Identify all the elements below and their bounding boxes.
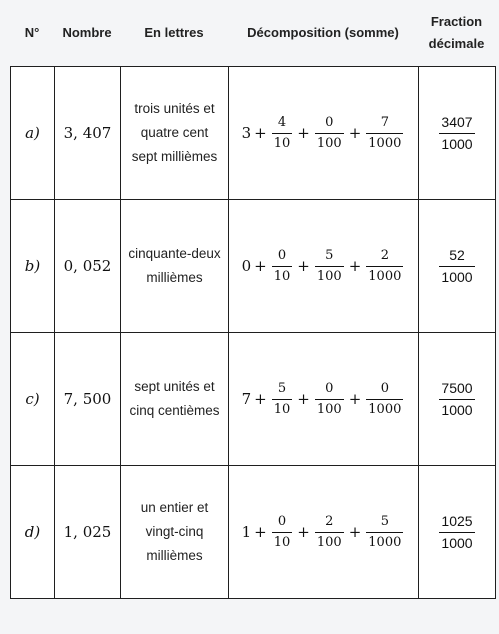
fraction-denominator: 100 [315, 266, 344, 285]
words-text: trois unités et quatre cent sept millièmes [131, 101, 218, 164]
decimal-fraction-cell [419, 200, 496, 333]
decimal-fraction-cell [419, 466, 496, 599]
fraction [439, 114, 474, 153]
fraction [272, 115, 293, 152]
plus-sign: + [254, 257, 267, 275]
fraction-denominator: 10 [272, 532, 293, 551]
fraction-numerator: 2 [325, 513, 334, 529]
fraction-denominator: 100 [315, 532, 344, 551]
words-text: cinquante-deux millièmes [128, 246, 221, 285]
plus-sign: + [254, 390, 267, 408]
fraction-numerator: 0 [325, 380, 334, 396]
fraction-numerator: 0 [277, 247, 287, 263]
header-nombre: Nombre [62, 25, 112, 40]
integer-part: 0 [241, 257, 252, 275]
fraction-denominator: 1000 [366, 532, 403, 551]
header-decomposition: Décomposition (somme) [247, 25, 399, 40]
fraction-denominator: 1000 [439, 266, 474, 286]
fraction-numerator: 7 [380, 114, 389, 130]
fraction [366, 381, 403, 418]
row-label: c) [11, 333, 55, 466]
fraction [315, 514, 344, 551]
plus-sign: + [254, 124, 267, 142]
plus-sign: + [297, 390, 310, 408]
table-row [11, 466, 496, 599]
decomposition-cell [229, 466, 419, 599]
number-in-words [121, 333, 229, 466]
row-label: a) [11, 67, 55, 200]
fraction-numerator: 0 [325, 114, 334, 130]
fraction [366, 115, 403, 152]
fraction-denominator: 1000 [366, 399, 403, 418]
fraction-numerator: 5 [380, 513, 389, 529]
header-lettres: En lettres [144, 25, 204, 40]
decomposition-sum [242, 248, 406, 285]
fraction [439, 247, 474, 286]
fraction-numerator: 52 [449, 246, 465, 263]
decomposition-cell [229, 67, 419, 200]
fraction [366, 514, 403, 551]
fraction [315, 381, 344, 418]
plus-sign: + [254, 523, 267, 541]
fraction [272, 514, 293, 551]
decomposition-sum [242, 115, 406, 152]
table-header [0, 0, 499, 66]
number-in-words [121, 466, 229, 599]
fraction-numerator: 5 [277, 380, 287, 396]
decimal-table [10, 66, 496, 599]
fraction-denominator: 10 [272, 133, 293, 152]
table-row [11, 333, 496, 466]
words-text: un entier et vingt-cinq millièmes [140, 500, 209, 563]
fraction-denominator: 1000 [439, 532, 474, 552]
number-in-words [121, 67, 229, 200]
row-label: b) [11, 200, 55, 333]
integer-part: 3 [241, 124, 252, 142]
fraction-denominator: 100 [315, 133, 344, 152]
fraction-denominator: 1000 [439, 133, 474, 153]
words-text: sept unités et cinq centièmes [129, 379, 220, 418]
fraction-denominator: 10 [272, 399, 293, 418]
fraction [315, 115, 344, 152]
fraction [366, 248, 403, 285]
fraction-denominator: 10 [272, 266, 293, 285]
fraction-numerator: 3407 [441, 113, 473, 130]
fraction-denominator: 100 [315, 399, 344, 418]
fraction [315, 248, 344, 285]
fraction-numerator: 1025 [441, 512, 473, 529]
plus-sign: + [348, 390, 362, 408]
decimal-fraction-cell [419, 67, 496, 200]
fraction [272, 381, 293, 418]
decimal-fraction-cell [419, 333, 496, 466]
fraction-denominator: 1000 [366, 266, 403, 285]
fraction-denominator: 1000 [439, 399, 474, 419]
plus-sign: + [297, 523, 310, 541]
fraction [439, 513, 474, 552]
fraction-numerator: 0 [277, 513, 287, 529]
decomposition-cell [229, 333, 419, 466]
header-fraction: Fraction décimale [428, 14, 485, 51]
fraction-numerator: 2 [380, 247, 389, 263]
decomposition-cell [229, 200, 419, 333]
decomposition-sum [242, 514, 406, 551]
number-in-words [121, 200, 229, 333]
integer-part: 7 [241, 390, 252, 408]
fraction-numerator: 4 [277, 114, 287, 130]
row-label: d) [11, 466, 55, 599]
fraction-numerator: 5 [325, 247, 334, 263]
plus-sign: + [348, 257, 362, 275]
decimal-number: 0, 052 [55, 200, 121, 333]
header-num: N° [24, 25, 40, 40]
integer-part: 1 [241, 523, 252, 541]
table-row [11, 200, 496, 333]
decimal-number: 3, 407 [55, 67, 121, 200]
decimal-number: 1, 025 [55, 466, 121, 599]
decomposition-sum [242, 381, 406, 418]
fraction [439, 380, 474, 419]
fraction-numerator: 7500 [441, 379, 473, 396]
fraction-denominator: 1000 [366, 133, 403, 152]
decimal-number: 7, 500 [55, 333, 121, 466]
plus-sign: + [297, 257, 310, 275]
plus-sign: + [297, 124, 310, 142]
fraction [272, 248, 293, 285]
fraction-numerator: 0 [380, 380, 389, 396]
table-row [11, 67, 496, 200]
plus-sign: + [348, 523, 362, 541]
plus-sign: + [348, 124, 362, 142]
